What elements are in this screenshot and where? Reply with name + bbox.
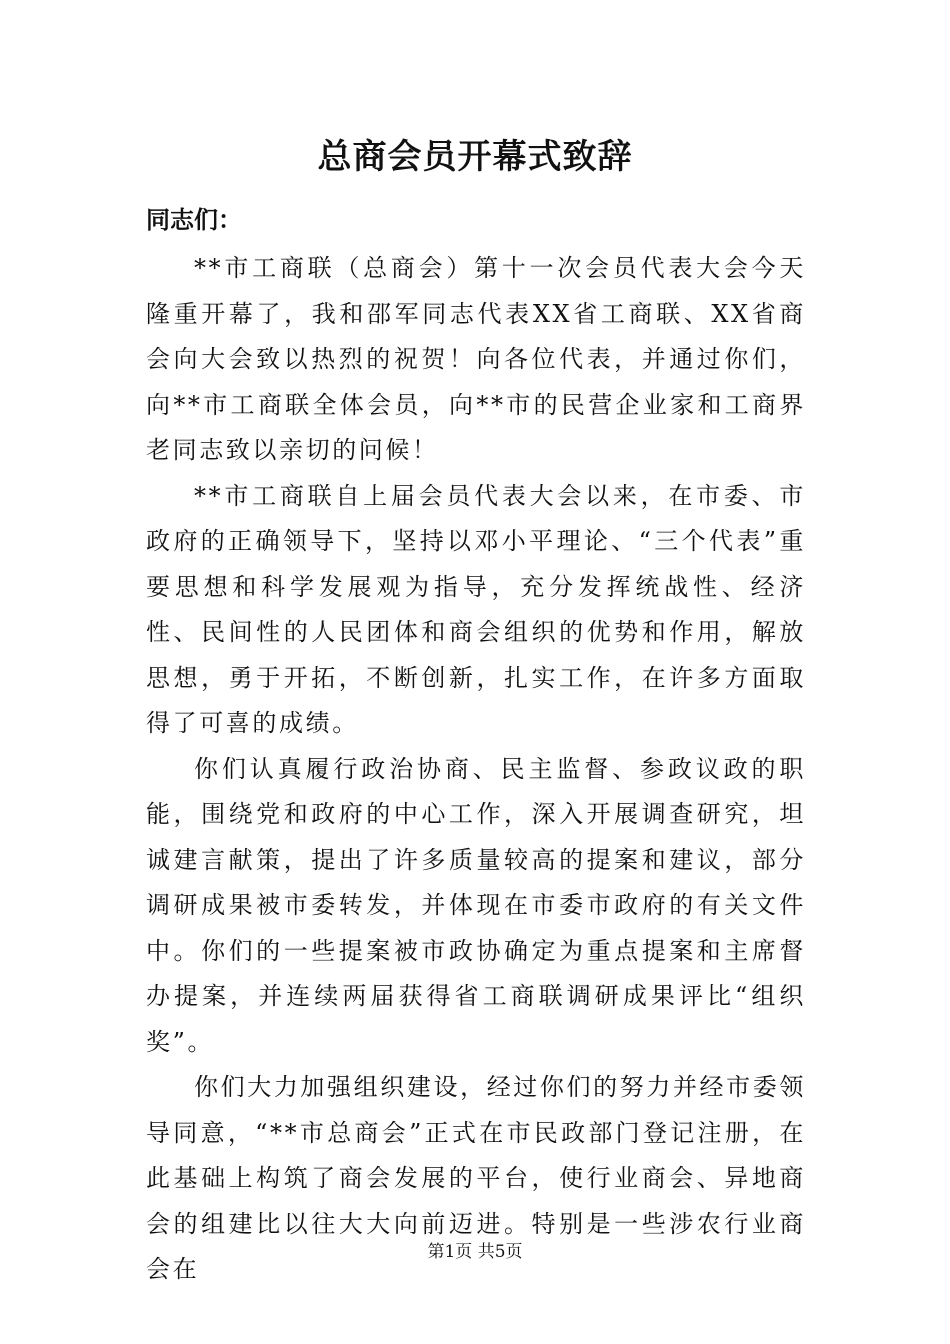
paragraph-2: **市工商联自上届会员代表大会以来，在市委、市政府的正确领导下，坚持以邓小平理论、“三个代表”重要思想和科学发展观为指导，充分发挥统战性、经济性、民间性的人民团体和商会组织的优势和作用，解放思想，勇于开拓，不断创新，扎实工作，在许多方面取得了可喜的成绩。 [146, 481, 806, 737]
paragraph-3: 你们认真履行政治协商、民主监督、参政议政的职能，围绕党和政府的中心工作，深入开展调查研究，坦诚建言献策，提出了许多质量较高的提案和建议，部分调研成果被市委转发，并体现在市委市政府的有关文件中。你们的一些提案被市政协确定为重点提案和主席督办提案，并连续两届获得省工商联调研成果评比“组织奖”。 [146, 754, 806, 1056]
paragraph-4: 你们大力加强组织建设，经过你们的努力并经市委领导同意，“**市总商会”正式在市民政部门登记注册，在此基础上构筑了商会发展的平台，使行业商会、异地商会的组建比以往大大向前迈进。特别是一些涉农行业商会在 [146, 1073, 806, 1283]
salutation: 同志们： [146, 205, 242, 234]
document-body [146, 246, 806, 1293]
page-number-footer: 第1页 共5页 [427, 1242, 523, 1262]
document-title: 总商会员开幕式致辞 [317, 137, 633, 177]
paragraph-1: **市工商联（总商会）第十一次会员代表大会今天隆重开幕了，我和邵军同志代表XX省工商联、XX省商会向大会致以热烈的祝贺！向各位代表，并通过你们，向**市工商联全体会员，向**市的民营企业家和工商界老同志致以亲切的问候！ [146, 254, 806, 464]
